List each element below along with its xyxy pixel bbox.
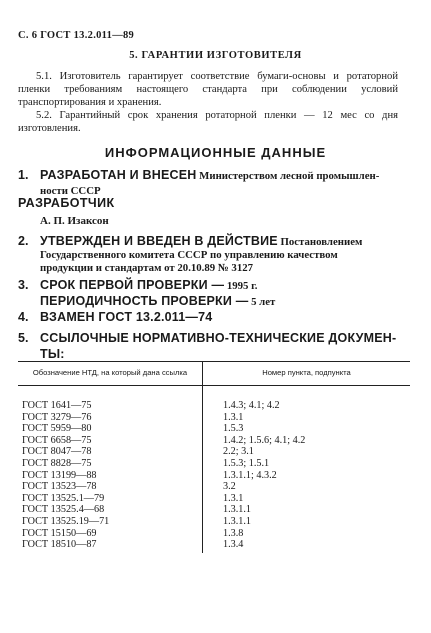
cell-clause: 1.5.3 (223, 423, 244, 435)
item-3-text-1: 1995 г. (226, 280, 258, 292)
table-row (18, 446, 410, 458)
paragraph-5-1: 5.1. Изготовитель гарантирует соответствие бумаги-основы и ротаторной пленки требованиям настоящего стандарта при соблюдении условий транспортирования и хранения. (18, 71, 398, 108)
cell-document: ГОСТ 1641—75 (18, 386, 203, 412)
cell-clause: 2.2; 3.1 (223, 446, 254, 458)
cell-clause: 1.3.1.1 (223, 515, 252, 527)
table-row (18, 386, 410, 412)
info-item-2 (18, 235, 410, 275)
table-row (18, 504, 410, 516)
cell-document: ГОСТ 6658—75 (18, 435, 203, 447)
info-item-1 (18, 168, 410, 198)
cell-document: ГОСТ 13525.19—71 (18, 516, 203, 528)
cell-document: ГОСТ 18510—87 (18, 539, 203, 553)
item-2-line-2: Государственного комитета СССР по управлению качеством (40, 249, 338, 261)
item-2-line-3: продукции и стандартам от 20.10.89 № 3127 (40, 262, 254, 274)
cell-document: ГОСТ 13523—78 (18, 481, 203, 493)
item-5-caps-2: ТЫ: (40, 347, 65, 361)
cell-clause: 1.3.1 (223, 492, 244, 504)
cell-document: ГОСТ 15150—69 (18, 528, 203, 540)
item-2-text: Постановлением (280, 236, 363, 248)
cell-document: ГОСТ 13199—88 (18, 470, 203, 482)
cell-document: ГОСТ 8828—75 (18, 458, 203, 470)
info-item-5 (18, 331, 410, 362)
cell-document: ГОСТ 13525.4—68 (18, 504, 203, 516)
info-data-title: ИНФОРМАЦИОННЫЕ ДАННЫЕ (104, 145, 327, 160)
cell-clause: 1.5.3; 1.5.1 (223, 457, 270, 469)
cell-document: ГОСТ 13525.1—79 (18, 493, 203, 505)
table-row (18, 493, 410, 505)
table-row (18, 458, 410, 470)
item-number: 2. (18, 234, 29, 248)
section-5-title: 5. ГАРАНТИИ ИЗГОТОВИТЕЛЯ (129, 50, 302, 61)
item-1-continuation: ности СССР (40, 185, 101, 197)
table-row (18, 435, 410, 447)
item-number: 5. (18, 331, 29, 345)
table-row (18, 470, 410, 482)
table-row (18, 423, 410, 435)
item-3-caps-2: ПЕРИОДИЧНОСТЬ ПРОВЕРКИ — (40, 294, 249, 308)
item-5-caps-1: ССЫЛОЧНЫЕ НОРМАТИВНО-ТЕХНИЧЕСКИЕ ДОКУМЕН- (40, 331, 397, 345)
cell-document: ГОСТ 8047—78 (18, 446, 203, 458)
cell-clause: 1.3.4 (223, 539, 244, 551)
info-item-3 (18, 278, 410, 310)
cell-clause: 1.4.3; 4.1; 4.2 (223, 400, 280, 411)
item-number: 4. (18, 310, 29, 324)
cell-document: ГОСТ 3279—76 (18, 412, 203, 424)
table-row (18, 528, 410, 540)
cell-clause: 1.3.8 (223, 527, 244, 539)
cell-clause: 1.3.1.1 (223, 504, 252, 516)
table-row (18, 412, 410, 424)
references-table-body (18, 386, 410, 553)
item-1-caps: РАЗРАБОТАН И ВНЕСЕН (40, 168, 197, 182)
item-2-caps: УТВЕРЖДЕН И ВВЕДЕН В ДЕЙСТВИЕ (40, 234, 278, 248)
col-header-document: Обозначение НТД, на который дана ссылка (18, 362, 203, 386)
paragraph-5-2: 5.2. Гарантийный срок хранения ротаторной пленки — 12 мес со дня изготовления. (18, 110, 398, 134)
item-number: 1. (18, 168, 29, 182)
cell-clause: 1.3.1 (223, 411, 244, 423)
table-row (18, 481, 410, 493)
developers-label: РАЗРАБОТЧИК (18, 196, 115, 210)
item-3-caps-1: СРОК ПЕРВОЙ ПРОВЕРКИ — (40, 278, 225, 292)
col-header-clause: Номер пункта, подпункта (203, 362, 411, 386)
item-3-text-2: 5 лет (251, 296, 276, 308)
info-item-4 (18, 311, 410, 325)
item-4-caps: ВЗАМЕН ГОСТ 13.2.011—74 (40, 310, 213, 324)
item-1-text: Министерством лесной промышлен- (199, 170, 380, 182)
table-row (18, 516, 410, 528)
table-row (18, 539, 410, 553)
page-header: С. 6 ГОСТ 13.2.011—89 (18, 30, 135, 41)
developer-name: А. П. Изаксон (40, 215, 109, 227)
table-header-row (18, 362, 410, 386)
cell-clause: 1.4.2; 1.5.6; 4.1; 4.2 (223, 434, 306, 446)
item-number: 3. (18, 278, 29, 292)
cell-clause: 1.3.1.1; 4.3.2 (223, 469, 277, 481)
cell-document: ГОСТ 5959—80 (18, 423, 203, 435)
cell-clause: 3.2 (223, 481, 236, 493)
references-table (18, 361, 410, 553)
